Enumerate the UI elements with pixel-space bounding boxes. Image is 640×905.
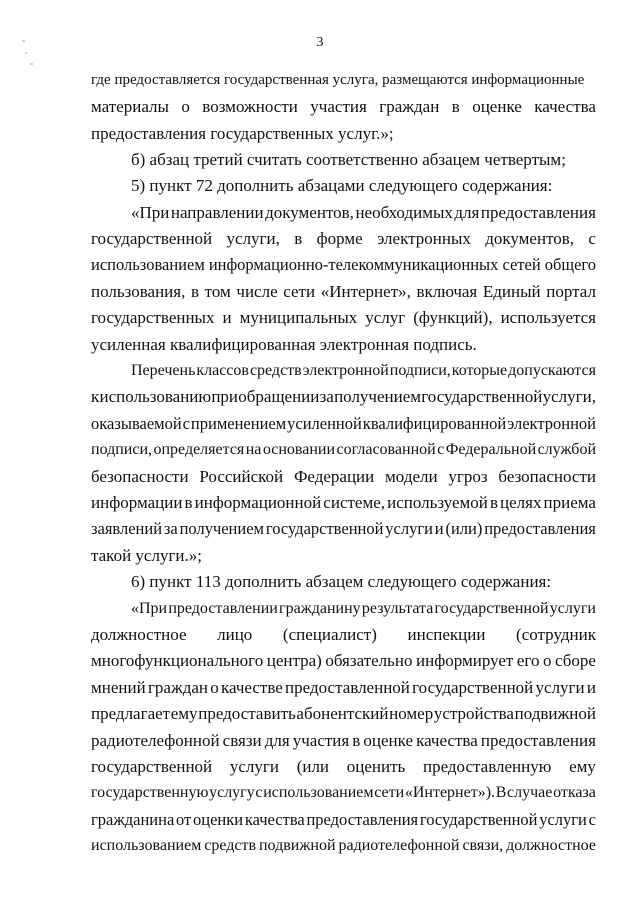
word: сети — [374, 784, 405, 801]
word: службой — [537, 441, 596, 458]
word: с — [437, 441, 445, 458]
text-line — [91, 358, 596, 384]
word: оказываемой — [91, 414, 182, 433]
word: к — [91, 387, 100, 406]
word: Единый — [482, 282, 541, 301]
text-line: усиленная квалифицированная электронная подпись. — [91, 335, 477, 354]
text-line — [91, 807, 596, 833]
word: (или — [296, 757, 330, 776]
word: электронной — [507, 414, 596, 433]
word: с — [182, 414, 190, 433]
word: для — [264, 731, 290, 750]
word: направлении — [170, 203, 264, 222]
word: в — [451, 97, 460, 116]
word: государственной — [421, 387, 543, 406]
text-line — [91, 648, 596, 674]
word: модели — [385, 467, 438, 486]
word: необходимых — [355, 203, 453, 222]
word: электронных — [377, 229, 471, 248]
word: и — [586, 678, 596, 697]
text-line — [91, 596, 596, 622]
word: «Интернет», — [320, 282, 411, 301]
word: получением — [334, 387, 422, 406]
text-line — [91, 754, 596, 780]
word: качества — [244, 810, 305, 829]
word: и — [434, 519, 444, 538]
word: сетей — [502, 255, 541, 274]
word: услуги — [535, 678, 585, 697]
word: государственных — [91, 308, 215, 327]
word: включая — [416, 282, 478, 301]
word: услуги, — [542, 387, 596, 406]
word: обязательно — [325, 651, 413, 670]
word: предоставления — [484, 519, 596, 538]
word: его — [516, 651, 540, 670]
word: о — [210, 678, 219, 697]
word: классов — [196, 362, 249, 379]
word: угроз — [448, 467, 488, 486]
text-line — [91, 622, 596, 648]
word: абонентский — [296, 704, 389, 723]
word: в — [190, 282, 199, 301]
word: должностное — [91, 625, 187, 644]
word: при — [211, 387, 239, 406]
word: информации — [91, 493, 183, 512]
word: в — [489, 493, 498, 512]
word: государственной — [265, 519, 384, 538]
text-line — [91, 252, 596, 278]
word: за — [319, 387, 334, 406]
word: допускаются — [508, 362, 596, 379]
scan-mark — [30, 63, 33, 65]
word: качества — [416, 731, 478, 750]
text-line — [91, 305, 596, 331]
word: «При — [131, 203, 170, 222]
word: предоставления — [480, 731, 596, 750]
word: подписи, — [91, 441, 153, 458]
word: В — [495, 784, 507, 801]
word: которые — [451, 362, 508, 379]
text-line — [91, 780, 596, 806]
text-line: предоставления государственных услуг.»; — [91, 124, 394, 143]
word: о — [181, 97, 190, 116]
word: предоставленную — [422, 757, 552, 776]
word: предоставленной — [285, 678, 410, 697]
word: «Интернет»). — [404, 784, 496, 801]
text-line: такой услуги.»; — [91, 546, 202, 565]
word: связи, — [462, 837, 504, 854]
word: (специалист) — [282, 625, 377, 644]
word: услуги — [385, 519, 433, 538]
word: целях — [500, 493, 542, 512]
word: форме — [316, 229, 363, 248]
word: заявлений — [91, 519, 163, 538]
text-line — [91, 279, 596, 305]
word: использованием — [91, 255, 205, 274]
word: муниципальных — [239, 308, 358, 327]
word: квалифицированной — [362, 414, 507, 433]
word: безопасности — [91, 467, 189, 486]
text-line — [91, 94, 596, 120]
word: государственной — [91, 229, 213, 248]
word: документов, — [265, 203, 354, 222]
word: с — [588, 229, 596, 248]
word: и — [222, 308, 232, 327]
word: материалы — [91, 97, 169, 116]
word: портал — [546, 282, 596, 301]
text-line: 6) пункт 113 дополнить абзацем следующего содержания: — [131, 572, 552, 591]
word: оценке — [472, 97, 522, 116]
text-line — [91, 384, 596, 410]
word: использованием — [91, 837, 202, 854]
word: радиотелефонной — [338, 837, 460, 854]
word: с — [588, 810, 596, 829]
word: оценки — [193, 810, 244, 829]
word: участия — [310, 97, 367, 116]
word: от — [176, 810, 192, 829]
word: определяется — [153, 441, 245, 458]
word: ему — [569, 757, 596, 776]
page-number: 3 — [316, 35, 324, 50]
text-line — [91, 200, 596, 226]
word: государственной — [434, 600, 549, 617]
word: ему — [170, 704, 198, 723]
word: оценить — [346, 757, 406, 776]
word: предоставления — [480, 203, 596, 222]
word: предлагает — [91, 704, 171, 723]
text-line — [91, 728, 596, 754]
word: электронной — [302, 362, 389, 379]
word: в — [184, 493, 193, 512]
text-line — [91, 464, 596, 490]
text-line: б) абзац третий считать соответственно абзацем четвертым; — [131, 150, 566, 169]
word: Федеральной — [445, 441, 537, 458]
text-line — [91, 490, 596, 516]
word: государственной — [91, 757, 213, 776]
word: граждан — [147, 678, 208, 697]
word: сборе — [554, 651, 596, 670]
word: «При — [131, 600, 168, 617]
word: радиотелефонной — [91, 731, 220, 750]
word: инспекции — [407, 625, 486, 644]
word: на — [245, 441, 262, 458]
word: информационной — [194, 493, 322, 512]
word: средств — [249, 362, 302, 379]
word: гражданину — [279, 600, 361, 617]
word: мнений — [91, 678, 146, 697]
word: за — [163, 519, 178, 538]
word: Российской — [199, 467, 284, 486]
word: качестве — [220, 678, 283, 697]
word: результата — [361, 600, 434, 617]
word: качества — [534, 97, 596, 116]
word: лицо — [217, 625, 253, 644]
word: использованием — [263, 784, 374, 801]
word: (функций), — [413, 308, 493, 327]
word: использованию — [99, 387, 212, 406]
word: подвижной — [258, 837, 336, 854]
word: получением — [179, 519, 264, 538]
word: пользования, — [91, 282, 186, 301]
word: случае — [507, 784, 553, 801]
word: оценке — [363, 731, 413, 750]
word: Перечень — [131, 362, 196, 379]
word: государственной — [419, 810, 538, 829]
word: согласованной — [336, 441, 436, 458]
word: (сотрудник — [516, 625, 596, 644]
word: средств — [204, 837, 257, 854]
text-line — [91, 437, 596, 463]
word: используется — [500, 308, 596, 327]
word: основании — [262, 441, 336, 458]
word: услуги — [229, 757, 279, 776]
text-line: 5) пункт 72 дополнить абзацами следующего содержания: — [131, 176, 553, 195]
word: Федерации — [293, 467, 375, 486]
word: многофункционального — [91, 651, 264, 670]
word: в — [294, 229, 303, 248]
word: подписи, — [389, 362, 451, 379]
word: услугу — [209, 784, 255, 801]
text-line — [91, 675, 596, 701]
word: государственную — [91, 784, 209, 801]
word: услуги — [539, 810, 587, 829]
word: безопасности — [498, 467, 596, 486]
text-line: где предоставляется государственная услуга, размещаются информационные — [91, 72, 585, 88]
word: сети — [283, 282, 316, 301]
word: для — [454, 203, 480, 222]
word: граждан — [379, 97, 440, 116]
word: услуг — [365, 308, 406, 327]
word: общего — [544, 255, 596, 274]
word: используемой — [387, 493, 488, 512]
word: государственной — [412, 678, 534, 697]
word: усиленной — [287, 414, 362, 433]
word: возможности — [202, 97, 298, 116]
word: подвижной — [514, 704, 596, 723]
text-line — [91, 833, 596, 859]
word: применением — [190, 414, 287, 433]
word: о — [542, 651, 552, 670]
text-line — [91, 226, 596, 252]
word: центра) — [266, 651, 322, 670]
word: гражданина — [91, 810, 175, 829]
word: документов, — [485, 229, 575, 248]
word: должностное — [506, 837, 596, 854]
word: участия — [292, 731, 350, 750]
word: (или) — [445, 519, 483, 538]
word: обращении — [238, 387, 320, 406]
word: связи — [222, 731, 262, 750]
word: системе, — [323, 493, 386, 512]
word: отказа — [553, 784, 596, 801]
word: числе — [236, 282, 278, 301]
text-line — [91, 701, 596, 727]
word: в — [352, 731, 361, 750]
text-line — [91, 516, 596, 542]
text-line — [91, 411, 596, 437]
word: номер — [389, 704, 434, 723]
word: с — [255, 784, 263, 801]
word: устройства — [433, 704, 514, 723]
word: том — [204, 282, 231, 301]
word: предоставить — [198, 704, 296, 723]
word: информационно-телекоммуникационных — [208, 255, 499, 274]
word: предоставлении — [168, 600, 278, 617]
word: услуги — [549, 600, 596, 617]
word: информирует — [416, 651, 514, 670]
word: приема — [543, 493, 596, 512]
word: услуги, — [226, 229, 280, 248]
word: предоставления — [306, 810, 419, 829]
